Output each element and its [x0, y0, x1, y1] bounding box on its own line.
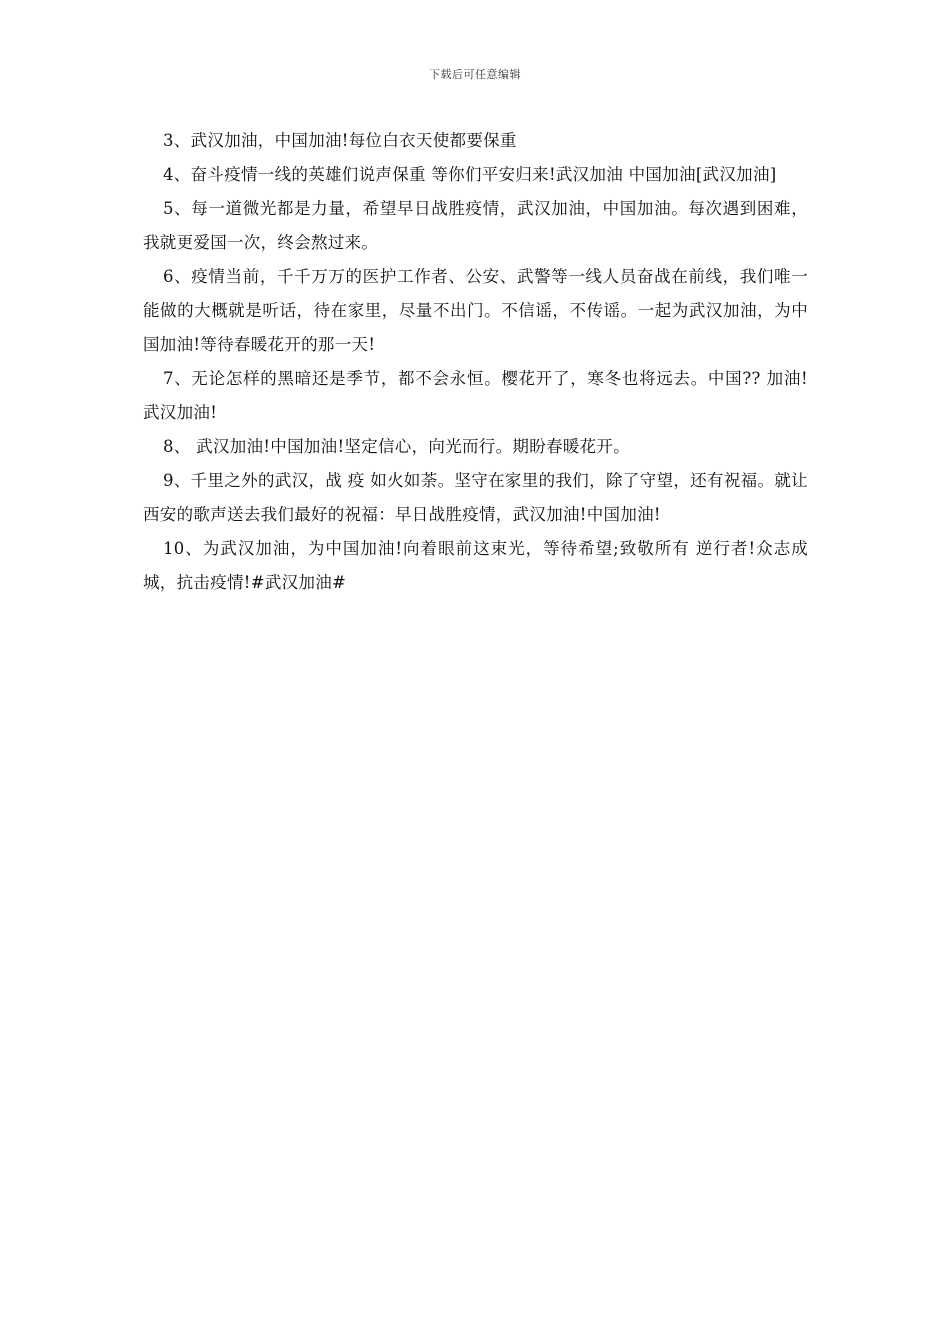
- paragraph-10: 10、为武汉加油，为中国加油!向着眼前这束光，等待希望;致敬所有 逆行者!众志成城，抗击疫情!#武汉加油#: [143, 539, 808, 592]
- document-body: [143, 124, 808, 600]
- paragraph-9: 9、千里之外的武汉，战 疫 如火如荼。坚守在家里的我们，除了守望，还有祝福。就让西安的歌声送去我们最好的祝福：早日战胜疫情，武汉加油!中国加油!: [143, 471, 808, 524]
- header-note: 下载后可任意编辑: [429, 68, 521, 81]
- paragraph-6: 6、疫情当前，千千万万的医护工作者、公安、武警等一线人员奋战在前线，我们唯一能做的大概就是听话，待在家里，尽量不出门。不信谣，不传谣。一起为武汉加油，为中国加油!等待春暖花开的那一天!: [143, 267, 808, 354]
- paragraph-8: 8、 武汉加油!中国加油!坚定信心，向光而行。期盼春暖花开。: [163, 437, 631, 456]
- paragraph-4: 4、奋斗疫情一线的英雄们说声保重 等你们平安归来!武汉加油 中国加油[武汉加油]: [163, 165, 777, 184]
- paragraph-5: 5、每一道微光都是力量，希望早日战胜疫情，武汉加油，中国加油。每次遇到困难，我就更爱国一次，终会熬过来。: [143, 199, 808, 252]
- paragraph-7: 7、无论怎样的黑暗还是季节，都不会永恒。樱花开了，寒冬也将远去。中国?? 加油!武汉加油!: [143, 369, 808, 422]
- paragraph-3: 3、武汉加油，中国加油!每位白衣天使都要保重: [163, 131, 517, 150]
